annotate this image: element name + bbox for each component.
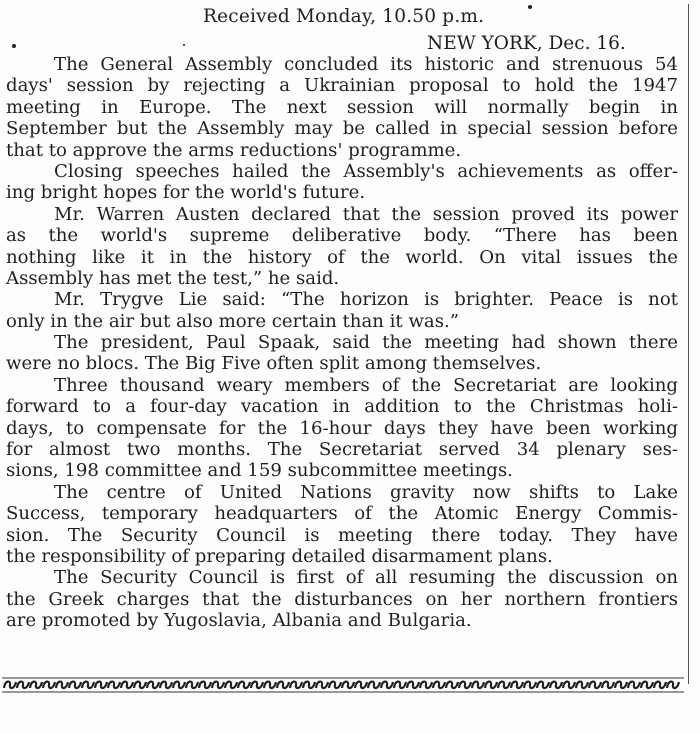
- article-line: The General Assembly concluded its historic and strenuous 54: [54, 54, 678, 75]
- article-line: September but the Assembly may be called in special session before: [6, 118, 678, 140]
- article-line: nothing like it in the history of the world. On vital issues the: [6, 246, 678, 268]
- article-line: days' session by rejecting a Ukrainian proposal to hold the 1947: [6, 75, 678, 97]
- received-dateline: Received Monday, 10.50 p.m.: [203, 6, 485, 27]
- article-line: The centre of United Nations gravity now shifts to Lake: [54, 481, 678, 503]
- article-line: Mr. Trygve Lie said: “The horizon is brighter. Peace is not: [54, 289, 678, 311]
- place-dateline: NEW YORK, Dec. 16.: [427, 33, 626, 54]
- article-line: Three thousand weary members of the Secretariat are looking: [54, 374, 678, 396]
- article-line: The Security Council is first of all resuming the discussion on: [54, 567, 678, 589]
- article-line: were no blocs. The Big Five often split among themselves.: [6, 353, 542, 375]
- article-line: sions, 198 committee and 159 subcommittee meetings.: [6, 460, 513, 482]
- article-line: as the world's supreme deliberative body. “There has been: [6, 225, 678, 247]
- article-line: Closing speeches hailed the Assembly's achievements as offer-: [54, 160, 678, 182]
- article-line: that to approve the arms reductions' programme.: [6, 139, 462, 161]
- article-line: for almost two months. The Secretariat served 34 plenary ses-: [6, 439, 678, 461]
- article-line: days, to compensate for the 16-hour days they have been working: [6, 417, 678, 439]
- article-line: only in the air but also more certain than it was.”: [6, 310, 460, 332]
- article-line: meeting in Europe. The next session will normally begin in: [6, 96, 678, 118]
- article-line: the responsibility of preparing detailed disarmament plans.: [6, 545, 553, 567]
- article-line: Success, temporary headquarters of the Atomic Energy Commis-: [6, 503, 678, 525]
- ink-speck: [528, 5, 532, 9]
- article-line: ing bright hopes for the world's future.: [6, 182, 366, 204]
- decorative-border: [2, 676, 684, 694]
- article-line: sion. The Security Council is meeting there today. They have: [6, 524, 678, 546]
- article-line: The president, Paul Spaak, said the meeting had shown there: [54, 332, 678, 354]
- article-body: [6, 54, 678, 632]
- ink-speck: [12, 44, 16, 48]
- article-line: the Greek charges that the disturbances on her northern frontiers: [6, 588, 678, 610]
- ink-speck: [183, 44, 185, 46]
- column-rule: [688, 4, 689, 684]
- article-line: are promoted by Yugoslavia, Albania and Bulgaria.: [6, 610, 472, 632]
- article-line: Mr. Warren Austen declared that the session proved its power: [54, 203, 678, 225]
- article-line: Assembly has met the test,” he said.: [6, 267, 340, 289]
- article-line: forward to a four-day vacation in addition to the Christmas holi-: [6, 396, 678, 418]
